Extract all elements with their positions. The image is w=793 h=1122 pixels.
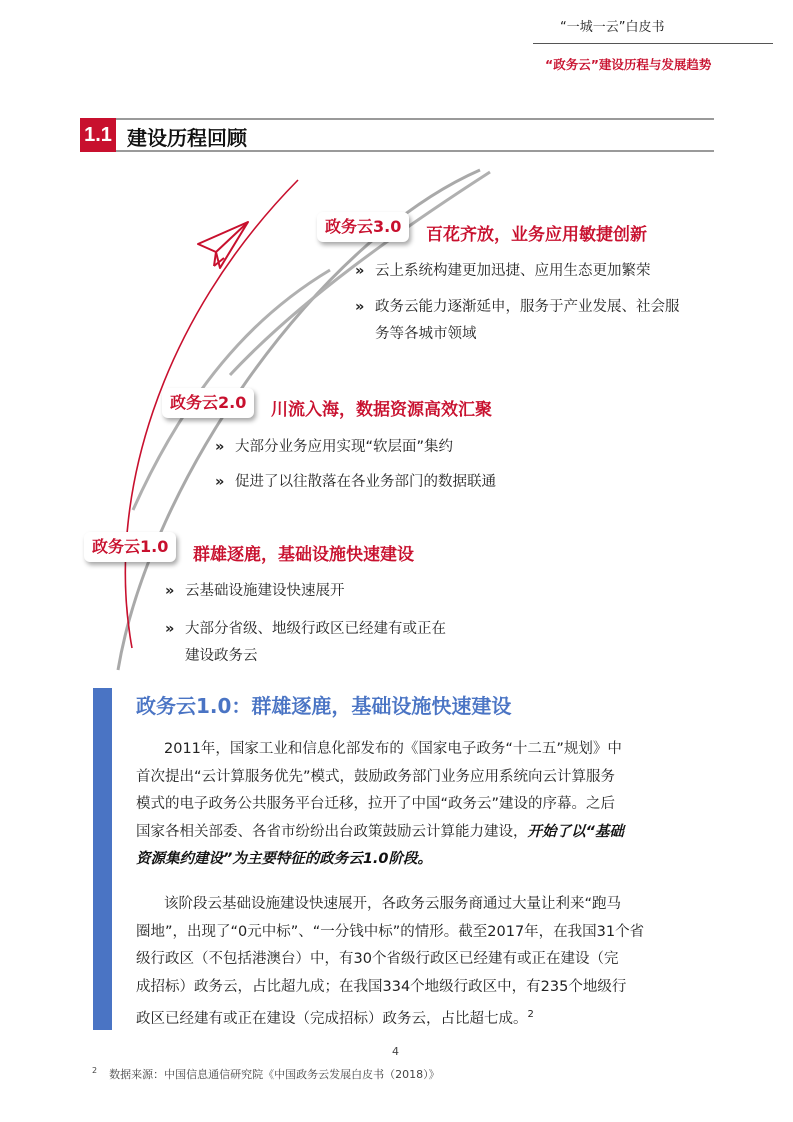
header-divider bbox=[533, 43, 773, 44]
stage-2-bullet-2: » 促进了以往散落在各业务部门的数据联通 bbox=[215, 474, 496, 490]
stage-1-bullet-1: » 云基础设施建设快速展开 bbox=[165, 583, 345, 599]
stage-tag-2: 政务云2.0 bbox=[162, 388, 254, 418]
paragraph-2: 该阶段云基础设施建设快速展开，各政务云服务商通过大量让利来“跑马 bbox=[164, 896, 622, 912]
stage-heading-2: 川流入海，数据资源高效汇聚 bbox=[271, 400, 492, 420]
paragraph-1: 2011年，国家工业和信息化部发布的《国家电子政务“十二五”规划》中 bbox=[164, 741, 622, 757]
chapter-subtitle: “政务云”建设历程与发展趋势 bbox=[545, 57, 712, 72]
document-title: “一城一云”白皮书 bbox=[560, 20, 665, 35]
stage-2-bullet-1: » 大部分业务应用实现“软层面”集约 bbox=[215, 439, 454, 455]
section-title: 建设历程回顾 bbox=[127, 126, 247, 150]
page-number: 4 bbox=[392, 1045, 399, 1058]
paragraph-2-cont: 圈地”，出现了“0元中标”、“一分钱中标”的情形。截至2017年，在我国31个省 级行政区（不包括港澳台）中，有30个省级行政区已经建有或正在建设（完 成招标）政务云，占比超九成；在我国334个地级行政区中，有235个地级行 政区已经建有或正在建设（完成招标）政务云，占比超七成。$^2$ bbox=[136, 923, 645, 1027]
stage-tag-1: 政务云1.0 bbox=[84, 532, 176, 562]
body-heading: 政务云1.0：群雄逐鹿，基础设施快速建设 bbox=[136, 694, 512, 718]
footnote: $^2$ 数据来源：中国信息通信研究院《中国政务云发展白皮书（2018）》 bbox=[92, 1066, 440, 1081]
paragraph-1-cont: 首次提出“云计算服务优先”模式，鼓励政务部门业务应用系统向云计算服务 模式的电子政务公共服务平台迁移，拉开了中国“政务云”建设的序幕。之后 国家各相关部委、各省市纷纷出台政策鼓励云计算能力建设，开始了以“基础 资源集约建设”为主要特征的政务云1.0阶段。 bbox=[136, 768, 624, 867]
stage-heading-1: 群雄逐鹿，基础设施快速建设 bbox=[193, 545, 414, 565]
stage-3-bullet-1: » 云上系统构建更加迅捷、应用生态更加繁荣 bbox=[355, 263, 651, 279]
stage-3-bullet-2: » 政务云能力逐渐延申，服务于产业发展、社会服 务等各城市领域 bbox=[355, 299, 680, 342]
footnote-reference[interactable]: 2 bbox=[527, 1009, 534, 1020]
stage-tag-3: 政务云3.0 bbox=[317, 212, 409, 242]
stage-1-bullet-2: » 大部分省级、地级行政区已经建有或正在 建设政务云 bbox=[165, 621, 446, 664]
section-number: 1.1 bbox=[80, 118, 116, 152]
paper-plane-icon bbox=[198, 222, 248, 268]
stage-heading-3: 百花齐放，业务应用敏捷创新 bbox=[426, 225, 647, 245]
body-accent-bar bbox=[93, 688, 112, 1030]
